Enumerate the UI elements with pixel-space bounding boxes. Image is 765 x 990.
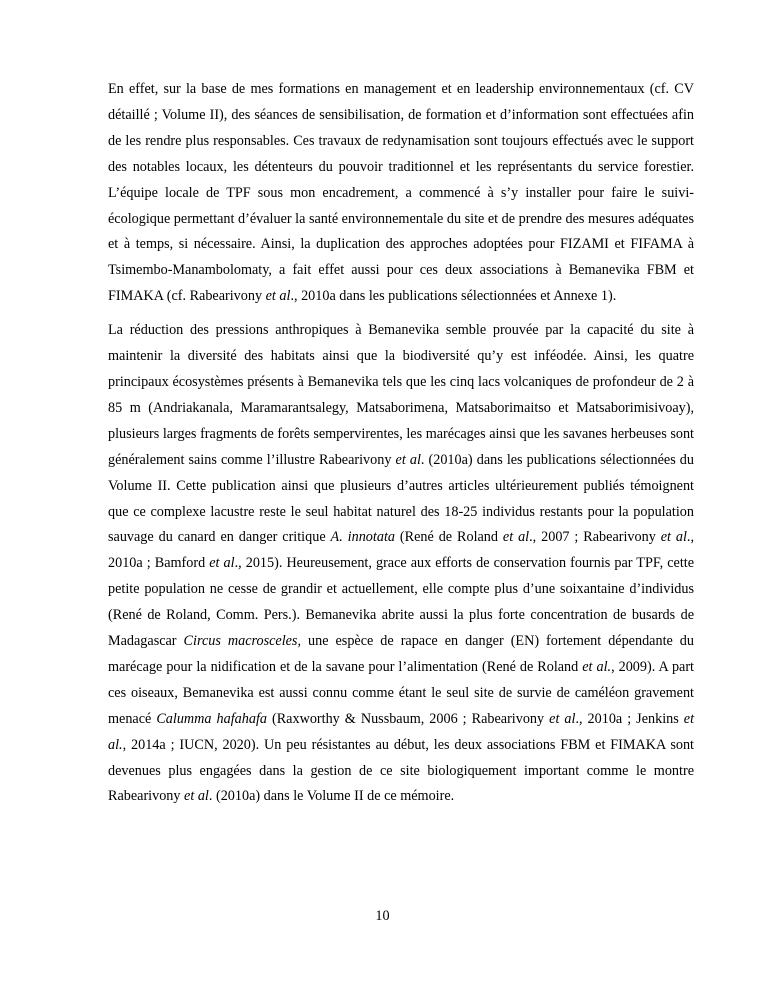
text-run: ., 2015). Heureusement, grace aux efforts de conservation fournis par TPF, cette petite population ne cesse de grandir et actuellement, elle compte plus d’une soixantaine d’individus (René de Roland, Comm. Pers.). Bemanevika abrite aussi la plus forte concentration de busards de Madagascar — [108, 555, 694, 650]
text-run: ., 2010a dans les publications sélectionnées et Annexe 1). — [290, 288, 617, 305]
paragraph-2 — [108, 318, 694, 810]
text-run: ., 2010a ; Jenkins — [575, 710, 684, 727]
text-run: . (2010a) dans le Volume II de ce mémoire. — [208, 788, 455, 805]
text-run: , 2009). A part ces oiseaux, Bemanevika est aussi connu comme étant le seul site de survie de caméléon gravement menacé — [108, 658, 694, 727]
paragraph-1 — [108, 77, 694, 310]
italic-text-run: A. innotata — [330, 529, 395, 546]
text-run: (Raxworthy & Nussbaum, 2006 ; Rabearivony — [266, 710, 550, 727]
text-run: , 2014a ; IUCN, 2020). Un peu résistantes au début, les deux associations FBM et FIMAKA sont devenues plus engagées dans la gestion de ce site biologiquement important comme le montre Rabearivony — [108, 736, 694, 805]
italic-text-run: et al — [209, 555, 235, 572]
italic-text-run: et al — [265, 288, 291, 305]
italic-text-run: et al — [660, 529, 687, 546]
italic-text-run: Calumma hafahafa — [156, 710, 267, 727]
text-run: . (2010a) dans les publications sélectionnées du Volume II. Cette publication ainsi que plusieurs d’autres articles ultérieurement publiés témoignent que ce complexe lacustre reste le seul habitat naturel des 18-25 individus restants pour la population sauvage du canard en danger critique — [108, 451, 694, 546]
text-run: (René de Roland — [394, 529, 503, 546]
text-run: ., 2007 ; Rabearivony — [529, 529, 661, 546]
italic-text-run: Circus macrosceles — [183, 633, 298, 650]
italic-text-run: et al — [395, 451, 421, 468]
text-run: En effet, sur la base de mes formations en management et en leadership environnementaux (cf. CV détaillé ; Volume II), des séances de sensibilisation, de formation et d’information sont effectuées afin de les rendre plus responsables. Ces travaux de redynamisation sont toujours effectués avec le support des notables locaux, les détenteurs du pouvoir traditionnel et les représentants du service forestier. L’équipe locale de TPF sous mon encadrement, a commencé à s’y installer pour faire le suivi-écologique permettant d’évaluer la santé environnementale du site et de prendre des mesures adéquates et à temps, si nécessaire. Ainsi, la duplication des approches adoptées pour FIZAMI et FIFAMA à Tsimembo-Manambolomaty, a fait effet aussi pour ces deux associations à Bemanevika FBM et FIMAKA (cf. Rabearivony — [108, 81, 694, 305]
italic-text-run: et al — [502, 529, 530, 546]
italic-text-run: et al. — [582, 658, 612, 675]
italic-text-run: et al — [184, 788, 209, 805]
italic-text-run: et al — [549, 710, 576, 727]
text-run: ., 2010a ; Bamford — [108, 529, 695, 572]
text-run: La réduction des pressions anthropiques à Bemanevika semble prouvée par la capacité du site à maintenir la diversité des habitats ainsi que la biodiversité qu’y est inféodée. Ainsi, les quatre principaux écosystèmes présents à Bemanevika tels que les cinq lacs volcaniques de profondeur de 2 à 85 m (Andriakanala, Maramarantsalegy, Matsaborimena, Matsaborimaitso et Matsaborimisivoay), plusieurs larges fragments de forêts sempervirentes, les marécages ainsi que les savanes herbeuses sont généralement sains comme l’illustre Rabearivony — [108, 322, 694, 468]
document-body — [108, 77, 694, 810]
italic-text-run: et al. — [108, 710, 695, 753]
page-number: 10 — [375, 908, 390, 924]
text-run: , une espèce de rapace en danger (EN) fortement dépendante du marécage pour la nidification et de la savane pour l’alimentation (René de Roland — [108, 633, 694, 675]
